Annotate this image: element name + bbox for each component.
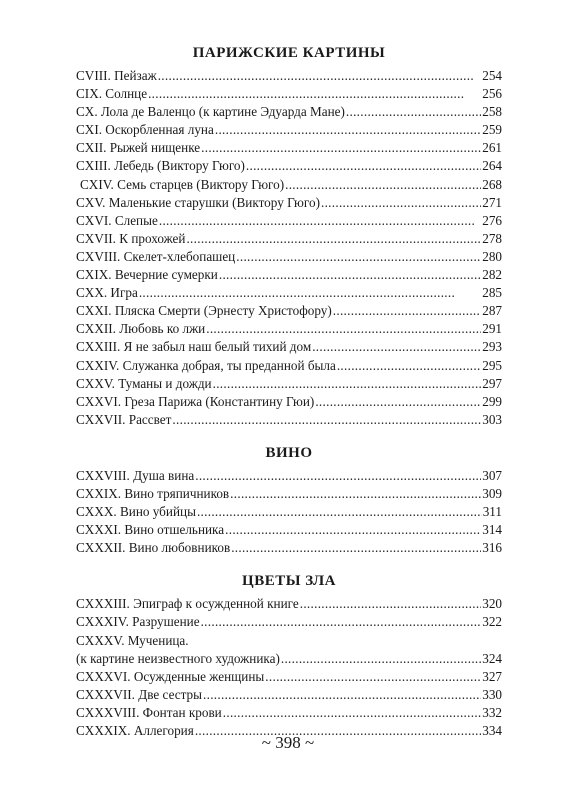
entry-title: CVIII. Пейзаж — [76, 68, 157, 83]
entry-title: CXXXIII. Эпиграф к осужденной книге — [76, 596, 299, 612]
entry-title: CXXI. Пляска Смерти (Эрнесту Христофору) — [76, 303, 332, 319]
dot-leader — [225, 521, 481, 539]
toc-entry — [76, 266, 502, 284]
entry-title: CX. Лола де Валенцо (к картине Эдуарда Мане) — [76, 104, 345, 120]
dot-leader — [201, 613, 482, 631]
entry-page-number: 285 — [482, 285, 502, 301]
toc-entry — [76, 539, 502, 557]
dot-leader — [223, 704, 481, 722]
toc-entry — [76, 248, 502, 266]
toc-entry — [76, 375, 502, 393]
dot-leader — [285, 176, 481, 194]
entry-title: CXXXVII. Две сестры — [76, 686, 202, 702]
entry-page-number: 314 — [482, 522, 502, 538]
dot-leader — [219, 266, 481, 284]
entry-page-number: 299 — [482, 393, 502, 409]
dot-leader — [231, 539, 481, 557]
entry-page-number: 291 — [482, 321, 502, 337]
toc-entry — [76, 157, 502, 175]
toc-entry — [76, 686, 502, 704]
entry-page-number: 309 — [482, 485, 502, 501]
entry-title: CXXVI. Греза Парижа (Константину Гюи) — [76, 393, 315, 409]
toc-entry — [76, 212, 502, 230]
toc-section — [76, 571, 502, 740]
entry-title: CXII. Рыжей нищенке — [76, 140, 201, 156]
dot-leader — [159, 212, 481, 230]
dot-leader — [195, 467, 481, 485]
entry-title: CXV. Маленькие старушки (Виктору Гюго) — [76, 194, 320, 210]
entry-title: CXXXIX. Аллегория — [76, 723, 194, 738]
entry-page-number: 268 — [482, 176, 502, 192]
dot-leader — [230, 485, 481, 503]
dot-leader — [337, 357, 481, 375]
dot-leader — [281, 650, 481, 668]
entry-title: CXXIX. Вино тряпичников — [76, 485, 230, 501]
entry-title: CXXXVIII. Фонтан крови — [76, 704, 222, 720]
entry-page-number: 258 — [482, 104, 502, 120]
entry-title: CXXII. Любовь ко лжи — [76, 321, 206, 337]
toc-entry — [76, 121, 502, 139]
toc-entry — [76, 338, 502, 356]
dot-leader — [265, 668, 481, 686]
toc-entry — [76, 411, 502, 429]
toc-entry — [76, 85, 502, 103]
entry-page-number: 303 — [482, 411, 502, 427]
entry-title: (к картине неизвестного художника) — [76, 650, 280, 666]
toc-entry — [76, 595, 502, 613]
entry-page-number: 330 — [482, 686, 502, 702]
entry-page-number: 297 — [482, 375, 502, 391]
toc-section — [76, 443, 502, 557]
entry-page-number: 307 — [482, 467, 502, 483]
dot-leader — [172, 411, 481, 429]
toc-section — [76, 43, 502, 429]
entry-page-number: 256 — [482, 86, 502, 102]
toc-entry — [76, 139, 502, 157]
toc-entry — [76, 320, 502, 338]
entry-page-number: 280 — [482, 248, 502, 264]
entry-page-number: 264 — [482, 158, 502, 174]
toc-entry — [76, 704, 502, 722]
entry-title: CXVIII. Скелет-хлебопашец — [76, 248, 236, 264]
toc-entry — [76, 67, 502, 85]
entry-title: CXVI. Слепые — [76, 212, 158, 228]
entry-page-number: 278 — [482, 230, 502, 246]
toc-entry — [76, 521, 502, 539]
toc-entry — [76, 613, 502, 631]
entry-page-number: 254 — [482, 68, 502, 83]
toc-entry — [76, 650, 502, 668]
entry-title: CXVII. К прохожей — [76, 230, 186, 246]
entry-page-number: 332 — [482, 704, 502, 720]
dot-leader — [315, 393, 481, 411]
entry-title: CXXV. Туманы и дожди — [76, 375, 212, 391]
entry-page-number: 259 — [482, 122, 502, 138]
entry-title: CXXIV. Служанка добрая, ты преданной была — [76, 357, 336, 373]
entry-title: CXX. Игра — [76, 285, 138, 301]
entry-page-number: 334 — [482, 723, 502, 738]
entry-title: CXXXIV. Разрушение — [76, 614, 200, 630]
toc-entry — [76, 632, 502, 650]
toc-entry — [76, 230, 502, 248]
toc-entry — [76, 103, 502, 121]
toc-entry — [76, 393, 502, 411]
entry-page-number: 311 — [482, 504, 502, 520]
entry-title: CXXX. Вино убийцы — [76, 504, 196, 520]
dot-leader — [197, 503, 482, 521]
entry-page-number: 324 — [482, 650, 502, 666]
section-heading: ВИНО — [265, 444, 313, 461]
dot-leader — [236, 248, 481, 266]
dot-leader — [346, 103, 481, 121]
entry-title: CXXVIII. Душа вина — [76, 467, 195, 483]
entry-title: CXIV. Семь старцев (Виктору Гюго) — [80, 176, 285, 192]
dot-leader — [246, 157, 481, 175]
dot-leader — [213, 375, 482, 393]
toc-entry — [76, 668, 502, 686]
entry-title: CXXXVI. Осужденные женщины — [76, 668, 265, 684]
dot-leader — [321, 194, 481, 212]
entry-title: CXXXV. Мученица. — [76, 632, 189, 648]
entry-title: CXXXII. Вино любовников — [76, 540, 231, 556]
toc-entry — [76, 467, 502, 485]
entry-title: CXI. Оскорбленная луна — [76, 122, 214, 138]
section-heading: ЦВЕТЫ ЗЛА — [242, 573, 336, 590]
table-of-contents — [76, 43, 502, 740]
dot-leader — [215, 121, 481, 139]
entry-title: CXXVII. Рассвет — [76, 411, 172, 427]
dot-leader — [186, 230, 481, 248]
dot-leader — [203, 686, 481, 704]
entry-page-number: 271 — [482, 194, 502, 210]
page-number: ~ 398 ~ — [261, 733, 315, 752]
toc-entry — [76, 302, 502, 320]
entry-page-number: 316 — [482, 540, 502, 556]
entry-title: CXXXI. Вино отшельника — [76, 522, 225, 538]
entry-page-number: 320 — [482, 596, 502, 612]
entry-page-number: 261 — [482, 140, 502, 156]
dot-leader — [148, 85, 481, 103]
entry-page-number: 276 — [482, 212, 502, 228]
entry-title: CXIII. Лебедь (Виктору Гюго) — [76, 158, 245, 174]
entry-page-number: 287 — [482, 303, 502, 319]
dot-leader — [333, 302, 481, 320]
entry-page-number: 327 — [482, 668, 502, 684]
entry-title: CIX. Солнце — [76, 86, 148, 102]
section-heading: ПАРИЖСКИЕ КАРТИНЫ — [192, 45, 386, 61]
toc-entry — [76, 357, 502, 375]
toc-entry — [76, 485, 502, 503]
entry-title: CXXIII. Я не забыл наш белый тихий дом — [76, 339, 312, 355]
dot-leader — [312, 338, 481, 356]
toc-entry — [76, 284, 502, 302]
dot-leader — [139, 284, 481, 302]
toc-entry — [76, 176, 502, 194]
dot-leader — [201, 139, 481, 157]
entry-page-number: 282 — [482, 267, 502, 283]
entry-page-number: 322 — [482, 614, 502, 630]
dot-leader — [300, 595, 481, 613]
entry-page-number: 295 — [482, 357, 502, 373]
entry-page-number: 293 — [482, 339, 502, 355]
toc-entry — [76, 503, 502, 521]
entry-title: CXIX. Вечерние сумерки — [76, 267, 218, 283]
dot-leader — [158, 67, 482, 85]
toc-entry — [76, 194, 502, 212]
dot-leader — [206, 320, 481, 338]
